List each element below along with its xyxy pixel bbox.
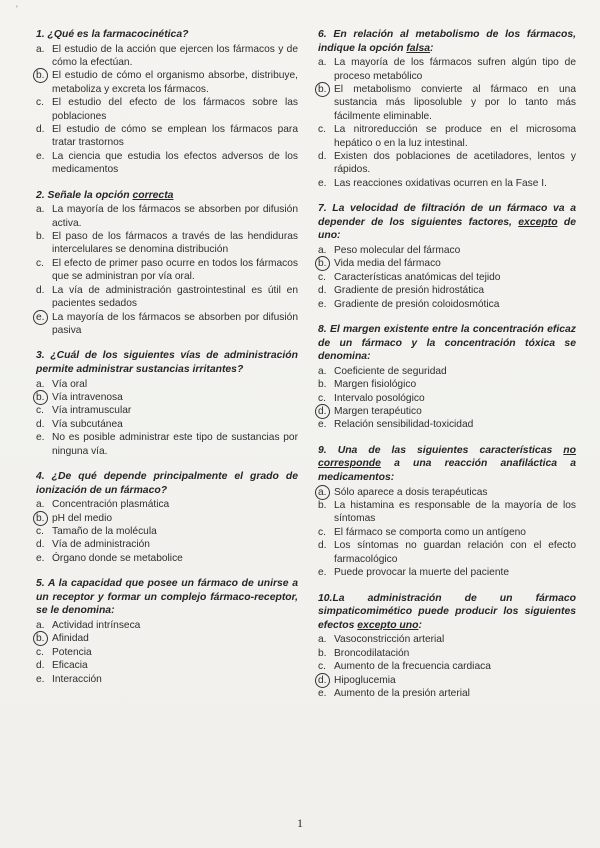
option-text: Aumento de la frecuencia cardiaca: [334, 661, 491, 673]
answer-option: [318, 526, 576, 539]
option-text: Coeficiente de seguridad: [334, 365, 447, 377]
option-text: Margen terapéutico: [334, 406, 422, 418]
option-text: Hipoglucemia: [334, 674, 396, 686]
option-letter: e.: [36, 150, 45, 162]
answer-option: [36, 498, 298, 511]
option-letter: b.: [36, 512, 50, 525]
answer-option: [36, 418, 298, 431]
question: [318, 592, 576, 701]
answer-option: [318, 499, 576, 526]
answer-option: [36, 230, 298, 257]
option-text: Vía oral: [52, 378, 88, 390]
question-text: :: [418, 619, 422, 631]
option-letter: d.: [36, 284, 45, 296]
question: [318, 28, 576, 190]
option-letter: e.: [318, 687, 327, 699]
option-letter: a.: [318, 634, 327, 646]
option-letter: e.: [318, 567, 327, 579]
answer-option: [318, 365, 576, 378]
question-title: [36, 349, 298, 376]
answer-option: [318, 687, 576, 700]
option-letter: c.: [36, 405, 44, 417]
option-letter: d.: [36, 124, 45, 136]
question: [318, 444, 576, 580]
answer-option-selected: [318, 83, 576, 123]
option-letter: a.: [318, 486, 332, 499]
answer-option: [36, 43, 298, 70]
answer-option: [36, 378, 298, 391]
underlined-keyword: correcta: [132, 189, 174, 201]
answer-option-selected: [36, 69, 298, 96]
answer-option: [318, 647, 576, 660]
option-text: Intervalo posológico: [334, 392, 425, 404]
answer-option: [36, 525, 298, 538]
option-text: La vía de administración gastrointestinal es útil en pacientes sedados: [52, 284, 298, 310]
right-column: [318, 28, 576, 712]
answer-option: [318, 539, 576, 566]
option-text: Potencia: [52, 646, 92, 658]
answer-option-selected: [36, 632, 298, 645]
option-letter: c.: [36, 97, 44, 109]
option-letter: c.: [318, 661, 326, 673]
question-text: 7. La velocidad de filtración de un fármaco va a depender de los siguientes factores,: [318, 203, 576, 228]
option-text: Tamaño de la molécula: [52, 525, 157, 537]
option-text: Características anatómicas del tejido: [334, 271, 501, 283]
option-letter: e.: [36, 432, 45, 444]
question-title: [318, 323, 576, 364]
option-text: La mayoría de los fármacos se absorben por difusión pasiva: [52, 311, 298, 336]
question-title: [36, 189, 298, 203]
option-letter: b.: [36, 231, 45, 243]
option-letter: e.: [36, 311, 50, 324]
option-text: Vía de administración: [52, 539, 150, 551]
option-letter: d.: [318, 540, 327, 552]
question: [36, 28, 298, 177]
question-title: [36, 577, 298, 618]
question-text: 2. Señale la opción: [36, 189, 133, 201]
option-text: Eficacia: [52, 660, 88, 672]
answer-option: [318, 123, 576, 150]
option-text: Gradiente de presión hidrostática: [334, 285, 485, 297]
option-letter: c.: [318, 271, 326, 283]
option-letter: d.: [318, 285, 327, 297]
answer-option: [36, 619, 298, 632]
question-title: [36, 470, 298, 497]
option-letter: a.: [318, 365, 327, 377]
answer-option: [36, 96, 298, 123]
answer-option-selected: [36, 512, 298, 525]
option-letter: d.: [36, 539, 45, 551]
question-title: [318, 592, 576, 633]
option-text: pH del medio: [52, 512, 113, 524]
option-text: La mayoría de los fármacos sufren algún tipo de proceso metabólico: [334, 57, 576, 82]
question-title: [318, 202, 576, 243]
underlined-keyword: excepto uno: [357, 619, 419, 631]
option-letter: a.: [36, 43, 45, 55]
question-text: de uno:: [318, 216, 577, 242]
question-text: 5. A la capacidad que posee un fármaco de unirse a un receptor y formar un complejo fármaco-receptor, se le denomina:: [36, 578, 298, 617]
option-text: Vía intramuscular: [52, 405, 132, 417]
option-letter: e.: [36, 673, 45, 685]
option-text: El estudio de cómo se emplean los fármacos para tratar trastornos: [52, 124, 298, 149]
option-letter: a.: [318, 57, 327, 69]
option-letter: c.: [36, 257, 44, 269]
option-text: El paso de los fármacos a través de las hendiduras intercelulares se denomina distribución: [52, 231, 298, 256]
option-letter: a.: [36, 204, 45, 216]
question: [318, 323, 576, 432]
underlined-keyword: excepto: [518, 216, 558, 228]
answer-option: [318, 177, 576, 190]
option-letter: d.: [318, 674, 332, 687]
option-letter: b.: [36, 69, 50, 82]
question-text: :: [430, 42, 434, 54]
option-text: Concentración plasmática: [52, 499, 170, 511]
option-text: Órgano donde se metabolice: [52, 552, 183, 564]
option-text: El estudio del efecto de los fármacos sobre las poblaciones: [52, 97, 298, 122]
option-text: Vasoconstricción arterial: [334, 634, 445, 646]
option-letter: d.: [36, 418, 45, 430]
option-letter: e.: [318, 419, 327, 431]
option-text: Las reacciones oxidativas ocurren en la Fase I.: [334, 177, 547, 189]
option-text: Margen fisiológico: [334, 379, 417, 391]
question-text: 10.La administración de un fármaco simpaticomimético puede producir los siguientes efectos: [318, 592, 576, 631]
option-text: Aumento de la presión arterial: [334, 687, 470, 699]
left-column: [36, 28, 298, 698]
answer-option: [36, 203, 298, 230]
option-text: El metabolismo convierte al fármaco en una sustancia más liposoluble y por lo tanto más fácilmente eliminable.: [334, 84, 576, 122]
question-text: 4. ¿De qué depende principalmente el grado de ionización de un fármaco?: [36, 470, 298, 496]
option-text: El fármaco se comporta como un antígeno: [334, 526, 526, 538]
answer-option: [36, 404, 298, 417]
answer-option-selected: [318, 405, 576, 418]
option-letter: b.: [318, 83, 332, 96]
option-text: La ciencia que estudia los efectos adversos de los medicamentos: [52, 150, 298, 176]
option-text: Sólo aparece a dosis terapéuticas: [334, 486, 488, 498]
question-text: 8. El margen existente entre la concentración eficaz de un fármaco y la concentración tóxica se denomina:: [318, 324, 576, 363]
answer-option: [36, 538, 298, 551]
question-text: 1. ¿Qué es la farmacocinética?: [36, 29, 189, 40]
option-letter: c.: [36, 646, 44, 658]
question-text: 9. Una de las siguientes características: [318, 444, 564, 456]
option-text: Relación sensibilidad-toxicidad: [334, 419, 474, 431]
answer-option: [36, 257, 298, 284]
answer-option: [36, 552, 298, 565]
option-letter: b.: [36, 632, 50, 645]
answer-option: [36, 431, 298, 458]
option-letter: a.: [36, 499, 45, 511]
option-letter: e.: [318, 177, 327, 189]
answer-option: [36, 284, 298, 311]
answer-option-selected: [318, 257, 576, 270]
option-text: La histamina es responsable de la mayoría de los síntomas: [334, 500, 576, 525]
answer-option: [36, 659, 298, 672]
option-text: Existen dos poblaciones de acetiladores, lentos y rápidos.: [334, 151, 576, 176]
answer-option: [318, 56, 576, 83]
option-text: Broncodilatación: [334, 647, 410, 659]
option-letter: d.: [318, 151, 327, 163]
answer-option: [318, 418, 576, 431]
answer-option: [36, 150, 298, 177]
answer-option: [318, 566, 576, 579]
page-number: 1: [297, 816, 303, 830]
answer-option: [318, 633, 576, 646]
option-text: Vida media del fármaco: [334, 258, 441, 270]
option-letter: a.: [36, 378, 45, 390]
option-letter: b.: [318, 379, 327, 391]
option-letter: c.: [318, 392, 326, 404]
option-text: Interacción: [52, 673, 102, 685]
answer-option: [36, 646, 298, 659]
question-title: [318, 28, 576, 55]
option-text: El estudio de la acción que ejercen los fármacos y de cómo la efectúan.: [52, 43, 298, 68]
answer-option-selected: [318, 486, 576, 499]
answer-option: [318, 392, 576, 405]
option-letter: e.: [36, 552, 45, 564]
answer-option: [318, 660, 576, 673]
question: [36, 349, 298, 458]
option-letter: c.: [318, 526, 326, 538]
option-letter: b.: [318, 257, 332, 270]
option-text: La nitroreducción se produce en el microsoma hepático o en la luz intestinal.: [334, 124, 576, 149]
question-text: a una reacción anafiláctica a medicamentos:: [318, 458, 576, 484]
option-letter: b.: [36, 391, 50, 404]
question-text: 3. ¿Cuál de los siguientes vías de administración permite administrar sustancias irritantes?: [36, 350, 298, 375]
option-text: Actividad intrínseca: [52, 619, 141, 631]
option-letter: a.: [318, 245, 327, 257]
answer-option: [36, 673, 298, 686]
option-letter: c.: [36, 525, 44, 537]
option-text: El efecto de primer paso ocurre en todos los fármacos que se administran por vía oral.: [52, 257, 298, 283]
option-text: La mayoría de los fármacos se absorben por difusión activa.: [52, 204, 298, 229]
question: [36, 470, 298, 565]
option-text: Vía subcutánea: [52, 418, 123, 430]
answer-option-selected: [36, 391, 298, 404]
answer-option-selected: [318, 674, 576, 687]
option-letter: c.: [318, 124, 326, 136]
top-mark: ': [16, 4, 18, 14]
answer-option-selected: [36, 311, 298, 338]
answer-option: [36, 123, 298, 150]
answer-option: [318, 378, 576, 391]
answer-option: [318, 150, 576, 177]
option-letter: a.: [36, 619, 45, 631]
option-text: Peso molecular del fármaco: [334, 245, 461, 257]
underlined-keyword: falsa: [406, 42, 431, 54]
option-letter: e.: [318, 298, 327, 310]
option-letter: b.: [318, 647, 327, 659]
question: [36, 577, 298, 686]
option-text: El estudio de cómo el organismo absorbe, distribuye, metaboliza y excreta los fármacos.: [52, 70, 298, 95]
option-text: Los síntomas no guardan relación con el efecto farmacológico: [334, 540, 576, 565]
option-text: Afinidad: [52, 633, 89, 645]
option-letter: d.: [318, 405, 332, 418]
question-title: [36, 28, 298, 42]
option-letter: d.: [36, 660, 45, 672]
underlined-keyword: no corresponde: [318, 444, 576, 470]
question: [318, 202, 576, 311]
answer-option: [318, 271, 576, 284]
option-text: No es posible administrar este tipo de sustancias por ninguna vía.: [52, 432, 298, 457]
option-letter: b.: [318, 500, 327, 512]
answer-option: [318, 284, 576, 297]
question-title: [318, 444, 576, 485]
question: [36, 189, 298, 338]
answer-option: [318, 298, 576, 311]
option-text: Vía intravenosa: [52, 391, 123, 403]
answer-option: [318, 244, 576, 257]
option-text: Puede provocar la muerte del paciente: [334, 567, 509, 579]
option-text: Gradiente de presión coloidosmótica: [334, 298, 500, 310]
question-text: 6. En relación al metabolismo de los fármacos, indique la opción: [318, 29, 576, 54]
